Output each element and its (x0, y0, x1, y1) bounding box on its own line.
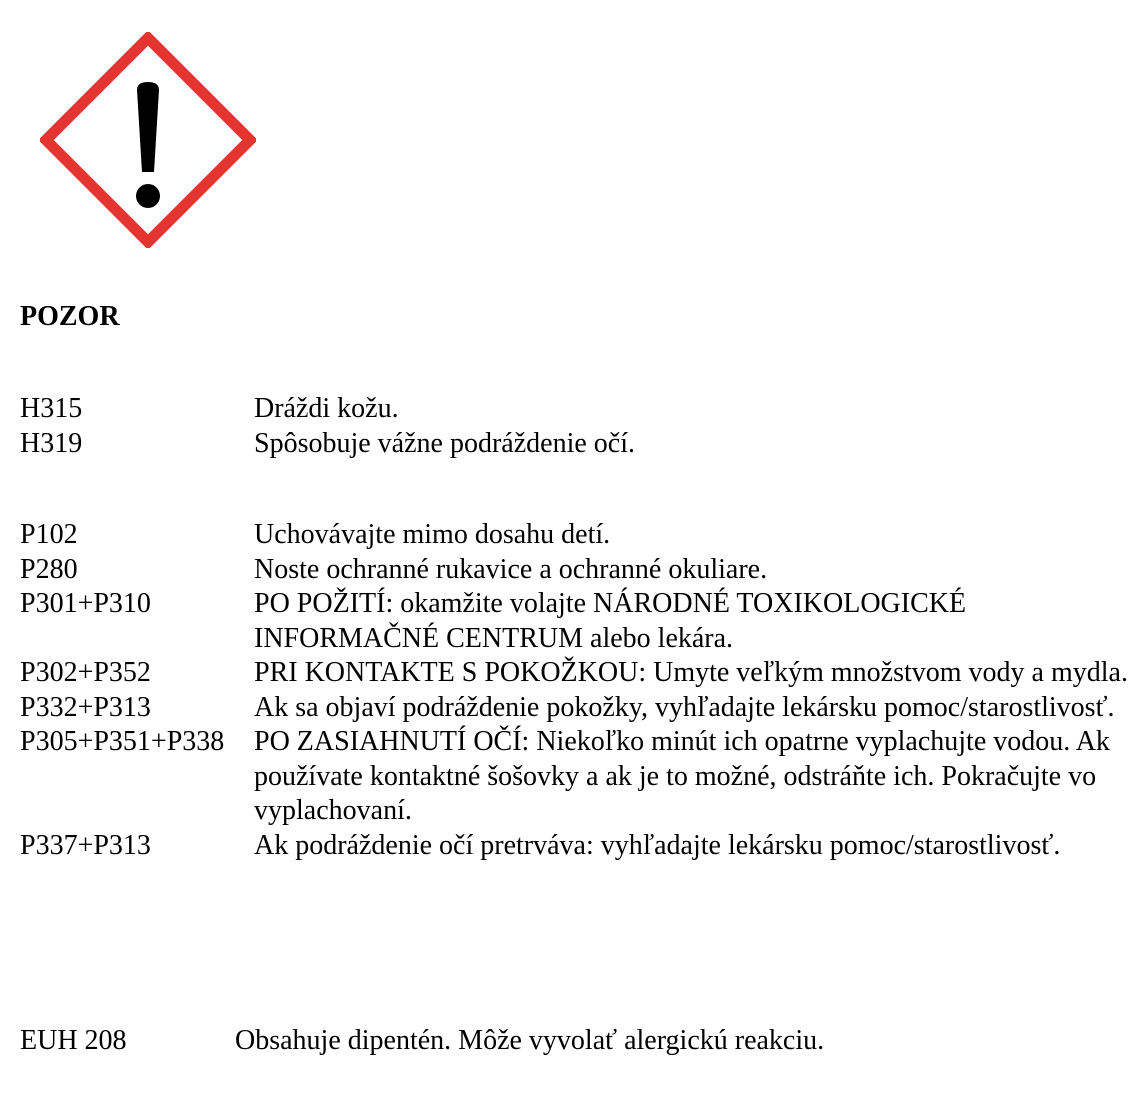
precautionary-statement-row (20, 587, 1128, 656)
statement-text: Ak podráždenie očí pretrváva: vyhľadajte lekársku pomoc/starostlivosť. (254, 829, 1061, 861)
hazard-statement-row (20, 392, 1128, 427)
statement-code: EUH 208 (20, 1025, 127, 1056)
statement-text: Spôsobuje vážne podráždenie očí. (254, 427, 635, 459)
precautionary-statement-row (20, 691, 1128, 726)
hazard-statements (20, 392, 1128, 461)
statement-code: P337+P313 (20, 829, 151, 861)
statement-text: PRI KONTAKTE S POKOŽKOU: Umyte veľkým množstvom vody a mydla. (254, 657, 1128, 688)
precautionary-statements (20, 518, 1128, 863)
statement-code: P102 (20, 519, 78, 550)
precautionary-statement-row (20, 829, 1128, 864)
statement-text: Obsahuje dipentén. Môže vyvolať alergickú reakciu. (235, 1025, 825, 1056)
exclamation-mark-icon (40, 32, 256, 248)
ghs-exclamation-pictogram (40, 32, 256, 248)
statement-code: P302+P352 (20, 657, 151, 688)
statement-code: P301+P310 (20, 588, 151, 619)
hazard-statement-row (20, 427, 1128, 462)
statement-code: H319 (20, 427, 83, 459)
precautionary-statement-row (20, 656, 1128, 691)
supplemental-statements (20, 1024, 1128, 1059)
statement-code: P280 (20, 553, 78, 585)
statement-text: Noste ochranné rukavice a ochranné okuliare. (254, 553, 768, 585)
supplemental-statement-row (20, 1024, 1128, 1059)
statement-code: H315 (20, 393, 83, 424)
precautionary-statement-row (20, 518, 1128, 553)
statement-text: PO POŽITÍ: okamžite volajte NÁRODNÉ TOXIKOLOGICKÉ INFORMAČNÉ CENTRUM alebo lekára. (254, 588, 967, 654)
statement-code: P305+P351+P338 (20, 726, 225, 757)
statement-code: P332+P313 (20, 691, 151, 723)
precautionary-statement-row (20, 725, 1128, 829)
signal-word: POZOR (20, 301, 120, 332)
precautionary-statement-row (20, 553, 1128, 588)
statement-text: Dráždi kožu. (254, 393, 399, 424)
statement-text: Ak sa objaví podráždenie pokožky, vyhľadajte lekársku pomoc/starostlivosť. (254, 691, 1115, 723)
statement-text: Uchovávajte mimo dosahu detí. (254, 519, 611, 550)
statement-text: PO ZASIAHNUTÍ OČÍ: Niekoľko minút ich opatrne vyplachujte vodou. Ak používate kontaktné šošovky a ak je to možné, odstráňte ich. Pokračujte vo vyplachovaní. (254, 726, 1110, 826)
